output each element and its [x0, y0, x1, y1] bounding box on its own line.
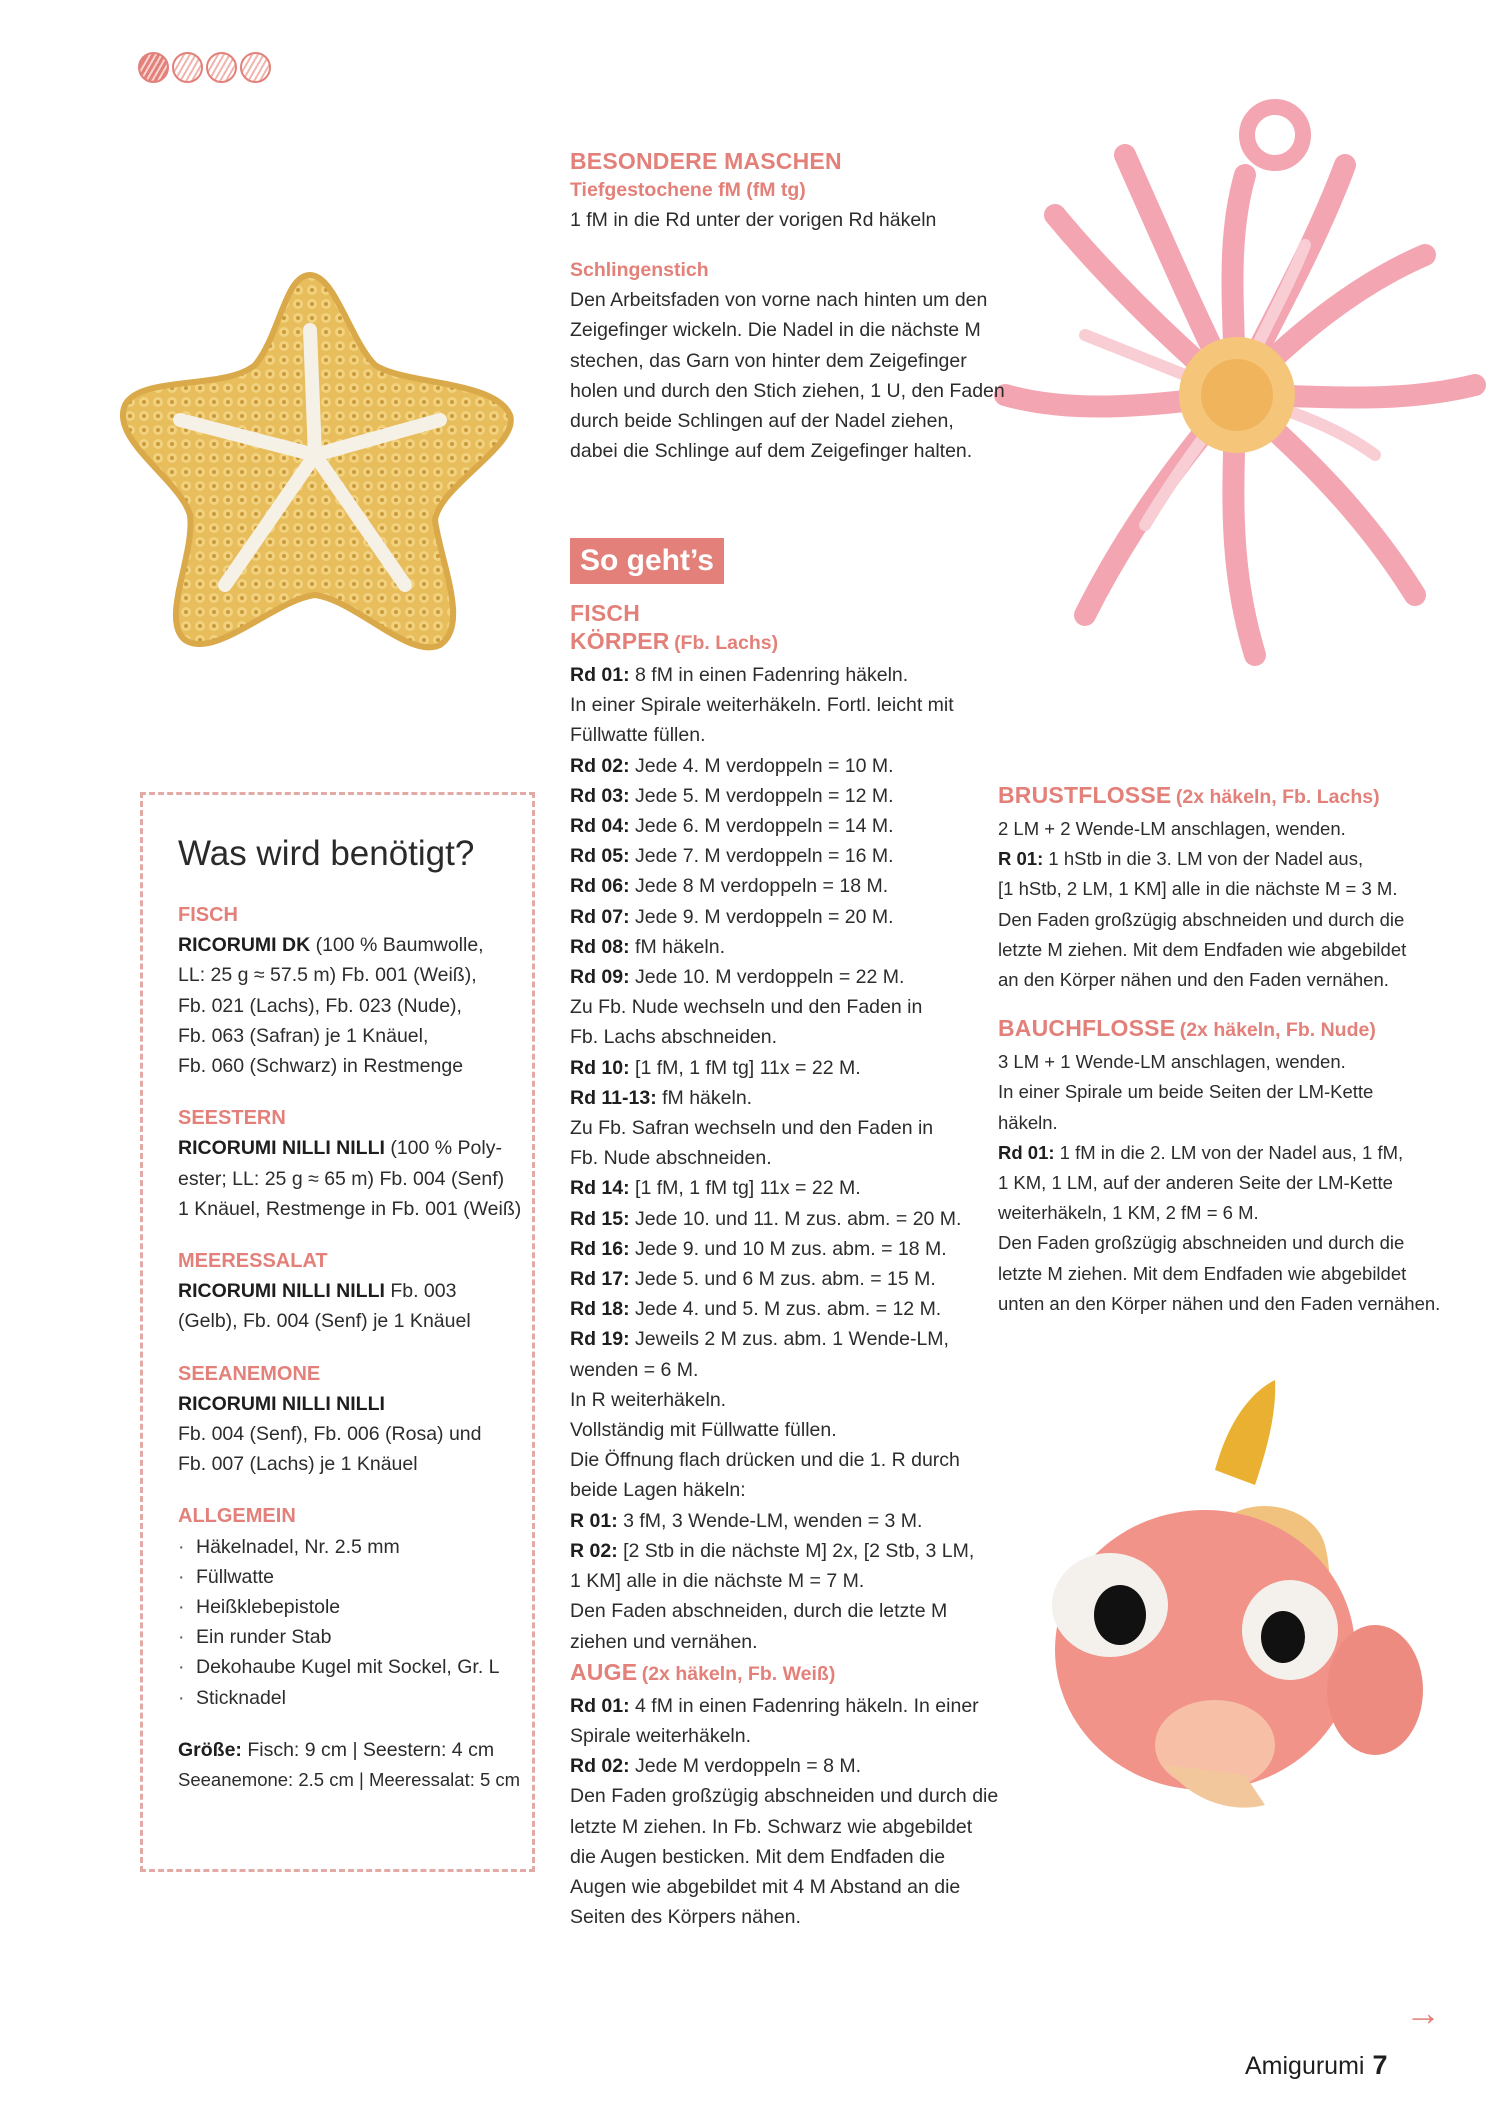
row-text: Fb. Nude abschneiden.	[570, 1147, 772, 1170]
instruction-row	[570, 660, 990, 690]
instruction-row	[570, 1721, 990, 1751]
instruction-row	[570, 1294, 990, 1324]
row-text: unten an den Körper nähen und den Faden vernähen.	[998, 1292, 1441, 1314]
text-line: Fb. 007 (Lachs) je 1 Knäuel	[178, 1453, 418, 1476]
instruction-row	[998, 965, 1428, 995]
row-label: R 01:	[998, 848, 1044, 870]
row-text: 8 fM in einen Fadenring häkeln.	[629, 664, 909, 686]
row-text: letzte M ziehen. Mit dem Endfaden wie abgebildet	[998, 938, 1407, 960]
instruction-row	[570, 992, 990, 1022]
row-text: letzte M ziehen. In Fb. Schwarz wie abgebildet	[570, 1815, 973, 1838]
row-text: weiterhäkeln, 1 KM, 2 fM = 6 M.	[998, 1202, 1259, 1224]
belly-fin-note: (2x häkeln, Fb. Nude)	[1179, 1019, 1376, 1042]
row-text: Jede 6. M verdoppeln = 14 M.	[629, 815, 894, 838]
instruction-row	[998, 1289, 1441, 1319]
instruction-row	[998, 1198, 1428, 1228]
instruction-row	[998, 1077, 1428, 1107]
row-label: Rd 10:	[570, 1056, 630, 1079]
instruction-row	[570, 962, 990, 992]
text-line: ester; LL: 25 g ≈ 65 m) Fb. 004 (Senf)	[178, 1167, 505, 1190]
yarn-ball-icon	[206, 52, 237, 83]
text-line: Fb. 060 (Schwarz) in Restmenge	[178, 1055, 464, 1078]
row-text: Zu Fb. Nude wechseln und den Faden in	[570, 996, 923, 1019]
text-line: Zeigefinger wickeln. Die Nadel in die nächste M	[570, 319, 981, 342]
eye-heading-row	[570, 1657, 990, 1691]
yarn-name: RICORUMI NILLI NILLI	[178, 1137, 385, 1160]
row-label: Rd 02:	[570, 1755, 630, 1778]
row-text: letzte M ziehen. Mit dem Endfaden wie abgebildet	[998, 1262, 1407, 1284]
instruction-row	[570, 751, 990, 781]
instruction-row	[570, 1324, 990, 1354]
text-line: dabei die Schlinge auf dem Zeigefinger halten.	[570, 440, 973, 463]
instruction-row	[570, 1842, 990, 1872]
stitch-title: Tiefgestochene fM (fM tg)	[570, 179, 806, 201]
size-label: Größe:	[178, 1738, 242, 1761]
row-label: Rd 02:	[570, 754, 630, 777]
row-text: 2 LM + 2 Wende-LM anschlagen, wenden.	[998, 818, 1346, 839]
instruction-row	[570, 1173, 990, 1203]
size-info	[178, 1735, 521, 1795]
instruction-row	[570, 1596, 990, 1626]
starfish-photo	[95, 255, 535, 675]
instruction-row	[570, 1872, 990, 1902]
row-label: Rd 03:	[570, 784, 630, 807]
row-text: Jede 7. M verdoppeln = 16 M.	[629, 845, 894, 868]
instruction-row	[570, 1415, 990, 1445]
instruction-row	[570, 1566, 990, 1596]
row-text: fM häkeln.	[656, 1086, 753, 1109]
text-line: (100 % Poly-	[384, 1137, 502, 1160]
row-text: beide Lagen häkeln:	[570, 1479, 746, 1502]
instruction-row	[570, 1445, 990, 1475]
instruction-row	[570, 932, 990, 962]
row-label: Rd 01:	[998, 1141, 1055, 1163]
row-label: Rd 06:	[570, 875, 630, 898]
instruction-row	[570, 1475, 990, 1505]
row-label: Rd 11-13:	[570, 1086, 657, 1109]
general-item: · Ein runder Stab	[178, 1622, 521, 1652]
instruction-row	[570, 1083, 990, 1113]
row-label: Rd 05:	[570, 845, 630, 868]
instruction-row	[570, 1355, 990, 1385]
row-label: Rd 01:	[570, 1694, 630, 1717]
row-text: Jede 10. M verdoppeln = 22 M.	[629, 966, 905, 989]
material-category: FISCH	[178, 904, 238, 926]
row-text: wenden = 6 M.	[570, 1358, 699, 1381]
page-number: 7	[1372, 2050, 1388, 2080]
instruction-row	[570, 1781, 999, 1811]
text-line: Fisch: 9 cm | Seestern: 4 cm	[241, 1738, 495, 1761]
row-text: 1 hStb in die 3. LM von der Nadel aus,	[1043, 848, 1364, 870]
instruction-row	[998, 1259, 1428, 1289]
row-text: häkeln.	[998, 1111, 1058, 1133]
text-line: 1 fM in die Rd unter der vorigen Rd häkeln	[570, 209, 937, 231]
row-text: Füllwatte füllen.	[570, 724, 706, 747]
stitch-description	[570, 285, 1005, 466]
row-text: Jede 10. und 11. M zus. abm. = 20 M.	[629, 1207, 962, 1230]
stitch-title: Schlingenstich	[570, 259, 709, 282]
instruction-row	[570, 720, 990, 750]
row-label: Rd 14:	[570, 1177, 630, 1200]
row-text: die Augen besticken. Mit dem Endfaden die	[570, 1845, 946, 1868]
row-text: Den Faden großzügig abschneiden und durch die	[998, 1232, 1405, 1254]
body-heading: KÖRPER	[570, 628, 670, 654]
row-text: Augen wie abgebildet mit 4 M Abstand an die	[570, 1875, 961, 1898]
text-line: Seeanemone: 2.5 cm | Meeressalat: 5 cm	[178, 1769, 521, 1791]
general-item: · Häkelnadel, Nr. 2.5 mm	[178, 1532, 521, 1562]
yarn-ball-icon	[172, 52, 203, 83]
material-group	[178, 1359, 521, 1480]
row-text: an den Körper nähen und den Faden vernähen.	[998, 969, 1389, 991]
text-line: durch beide Schlingen auf der Nadel ziehen,	[570, 410, 954, 433]
instruction-row	[998, 874, 1428, 904]
body-color-note: (Fb. Lachs)	[674, 632, 779, 654]
belly-fin-heading-row	[998, 1013, 1428, 1047]
yarn-ball-icon	[240, 52, 271, 83]
row-label: Rd 15:	[570, 1207, 630, 1230]
instruction-row	[570, 690, 990, 720]
instruction-row	[998, 935, 1428, 965]
row-text: In einer Spirale um beide Seiten der LM-Kette	[998, 1081, 1374, 1103]
instruction-row	[570, 1751, 990, 1781]
text-line: stechen, das Garn von hinter dem Zeigefinger	[570, 349, 967, 372]
row-label: R 01:	[570, 1509, 618, 1532]
general-item: · Füllwatte	[178, 1562, 521, 1592]
general-item: · Heißklebepistole	[178, 1592, 521, 1622]
text-line: 1 Knäuel, Restmenge in Fb. 001 (Weiß)	[178, 1197, 522, 1220]
instruction-row	[998, 905, 1428, 935]
material-category: ALLGEMEIN	[178, 1505, 296, 1528]
row-text: Die Öffnung flach drücken und die 1. R durch	[570, 1449, 960, 1472]
sea-anemone-photo	[975, 95, 1500, 695]
row-label: Rd 18:	[570, 1298, 630, 1321]
material-category: MEERESSALAT	[178, 1250, 328, 1273]
instruction-row	[570, 1536, 990, 1566]
magazine-title: Amigurumi	[1245, 2052, 1365, 2080]
general-item: · Sticknadel	[178, 1683, 521, 1713]
row-text: Vollständig mit Füllwatte füllen.	[570, 1419, 837, 1442]
instruction-row	[570, 1234, 990, 1264]
stitch-description	[570, 205, 1005, 235]
text-line: LL: 25 g ≈ 57.5 m) Fb. 001 (Weiß),	[178, 964, 477, 987]
row-text: 4 fM in einen Fadenring häkeln. In einer	[629, 1694, 979, 1717]
row-text: [1 fM, 1 fM tg] 11x = 22 M.	[629, 1177, 861, 1200]
instruction-row	[998, 1108, 1428, 1138]
materials-list	[178, 900, 521, 1795]
eye-note: (2x häkeln, Fb. Weiß)	[641, 1662, 836, 1685]
fish-heading: FISCH	[570, 600, 640, 626]
row-text: Zu Fb. Safran wechseln und den Faden in	[570, 1117, 934, 1140]
instruction-row	[570, 1812, 990, 1842]
belly-fin-rows	[998, 1047, 1441, 1319]
instruction-row	[570, 1143, 990, 1173]
row-text: 1 KM, 1 LM, auf der anderen Seite der LM-Kette	[998, 1172, 1393, 1194]
row-text: Jede 4. und 5. M zus. abm. = 12 M.	[629, 1298, 942, 1321]
special-stitches	[570, 147, 1005, 466]
instruction-row	[570, 1053, 990, 1083]
row-text: Seiten des Körpers nähen.	[570, 1906, 801, 1929]
difficulty-indicator	[138, 52, 271, 83]
row-label: Rd 16:	[570, 1237, 630, 1260]
material-category: SEESTERN	[178, 1107, 286, 1130]
instruction-row	[570, 841, 990, 871]
instruction-row	[570, 781, 990, 811]
instructions-column	[570, 600, 999, 1932]
instruction-row	[570, 1204, 990, 1234]
breast-fin-rows	[998, 814, 1428, 995]
row-label: Rd 04:	[570, 815, 630, 838]
row-text: [1 fM, 1 fM tg] 11x = 22 M.	[629, 1056, 861, 1079]
text-line: Den Arbeitsfaden von vorne nach hinten um den	[570, 289, 988, 312]
instruction-row	[570, 1022, 990, 1052]
text-line: Fb. 063 (Safran) je 1 Knäuel,	[178, 1024, 429, 1047]
instruction-row	[570, 902, 990, 932]
section-label: So geht’s	[570, 538, 724, 584]
breast-fin-note: (2x häkeln, Fb. Lachs)	[1175, 786, 1380, 808]
row-label: Rd 08:	[570, 935, 630, 958]
materials-title: Was wird benötigt?	[178, 834, 475, 873]
row-label: R 02:	[570, 1539, 618, 1562]
row-text: Jede M verdoppeln = 8 M.	[629, 1755, 862, 1778]
row-text: Den Faden großzügig abschneiden und durch die	[998, 908, 1405, 930]
row-text: 1 KM] alle in die nächste M = 7 M.	[570, 1570, 865, 1593]
yarn-name: RICORUMI NILLI NILLI	[178, 1392, 385, 1415]
row-text: 3 LM + 1 Wende-LM anschlagen, wenden.	[998, 1051, 1346, 1073]
row-text: Jede 8 M verdoppeln = 18 M.	[629, 875, 889, 898]
material-group	[178, 1501, 521, 1712]
row-text: In R weiterhäkeln.	[570, 1388, 727, 1411]
row-text: [2 Stb in die nächste M] 2x, [2 Stb, 3 LM,	[617, 1539, 975, 1562]
next-page-arrow-icon: →	[1405, 1992, 1441, 2033]
instruction-row	[998, 1138, 1428, 1168]
instruction-row	[570, 811, 990, 841]
breast-fin-heading: BRUSTFLOSSE	[998, 782, 1172, 808]
row-text: Den Faden großzügig abschneiden und durch die	[570, 1785, 999, 1808]
row-text: Jede 4. M verdoppeln = 10 M.	[629, 754, 894, 777]
row-text: Jeweils 2 M zus. abm. 1 Wende-LM,	[629, 1328, 949, 1351]
instruction-row	[570, 1264, 990, 1294]
instruction-row	[998, 1168, 1428, 1198]
yarn-name: RICORUMI NILLI NILLI	[178, 1280, 385, 1303]
row-label: Rd 19:	[570, 1328, 630, 1351]
row-text: 3 fM, 3 Wende-LM, wenden = 3 M.	[617, 1509, 923, 1532]
row-text: Jede 5. und 6 M zus. abm. = 15 M.	[629, 1268, 936, 1291]
yarn-name: RICORUMI DK	[178, 934, 311, 957]
instruction-row	[570, 1902, 990, 1932]
row-text: fM häkeln.	[629, 935, 725, 958]
page-footer	[1245, 2050, 1388, 2081]
text-line: (Gelb), Fb. 004 (Senf) je 1 Knäuel	[178, 1310, 471, 1333]
instruction-row	[998, 844, 1428, 874]
row-label: Rd 17:	[570, 1268, 630, 1291]
row-text: Den Faden abschneiden, durch die letzte M	[570, 1600, 948, 1623]
fins-column	[998, 780, 1441, 1319]
yarn-ball-icon	[138, 52, 169, 83]
material-category: SEEANEMONE	[178, 1362, 321, 1385]
text-line: (100 % Baumwolle,	[310, 934, 484, 957]
material-group	[178, 900, 521, 1081]
row-text: Spirale weiterhäkeln.	[570, 1724, 752, 1747]
instruction-row	[570, 1385, 990, 1415]
row-text: Jede 9. M verdoppeln = 20 M.	[629, 905, 894, 928]
row-text: Jede 9. und 10 M zus. abm. = 18 M.	[629, 1237, 947, 1260]
row-label: Rd 01:	[570, 664, 630, 686]
text-line: Fb. 004 (Senf), Fb. 006 (Rosa) und	[178, 1423, 482, 1446]
instruction-row	[998, 1047, 1428, 1077]
row-text: [1 hStb, 2 LM, 1 KM] alle in die nächste M = 3 M.	[998, 878, 1398, 900]
text-line: Fb. 003	[384, 1280, 457, 1303]
row-text: ziehen und vernähen.	[570, 1630, 758, 1653]
instruction-row	[570, 1506, 990, 1536]
body-rows	[570, 660, 990, 1657]
instruction-row	[998, 1228, 1428, 1258]
eye-rows	[570, 1691, 999, 1933]
general-item: · Dekohaube Kugel mit Sockel, Gr. L	[178, 1652, 521, 1682]
row-text: Fb. Lachs abschneiden.	[570, 1026, 778, 1049]
instruction-row	[570, 1627, 990, 1657]
row-label: Rd 09:	[570, 966, 630, 989]
row-text: 1 fM in die 2. LM von der Nadel aus, 1 fM,	[1054, 1141, 1404, 1163]
special-stitches-heading: BESONDERE MASCHEN	[570, 148, 842, 174]
eye-heading: AUGE	[570, 1658, 638, 1685]
text-line: Fb. 021 (Lachs), Fb. 023 (Nude),	[178, 994, 462, 1017]
general-list	[178, 1532, 521, 1713]
instruction-row	[570, 871, 990, 901]
material-group	[178, 1246, 521, 1337]
instruction-row	[570, 1113, 990, 1143]
text-line: holen und durch den Stich ziehen, 1 U, den Faden	[570, 379, 1005, 402]
row-text: Jede 5. M verdoppeln = 12 M.	[629, 784, 894, 807]
breast-fin-heading-row	[998, 780, 1428, 814]
row-label: Rd 07:	[570, 905, 630, 928]
material-group	[178, 1103, 521, 1224]
instruction-row	[570, 1691, 990, 1721]
belly-fin-heading: BAUCHFLOSSE	[998, 1015, 1176, 1042]
body-heading-row	[570, 626, 990, 660]
fish-photo	[1015, 1375, 1455, 1845]
row-text: In einer Spirale weiterhäkeln. Fortl. leicht mit	[570, 694, 954, 717]
instruction-row	[998, 814, 1428, 844]
